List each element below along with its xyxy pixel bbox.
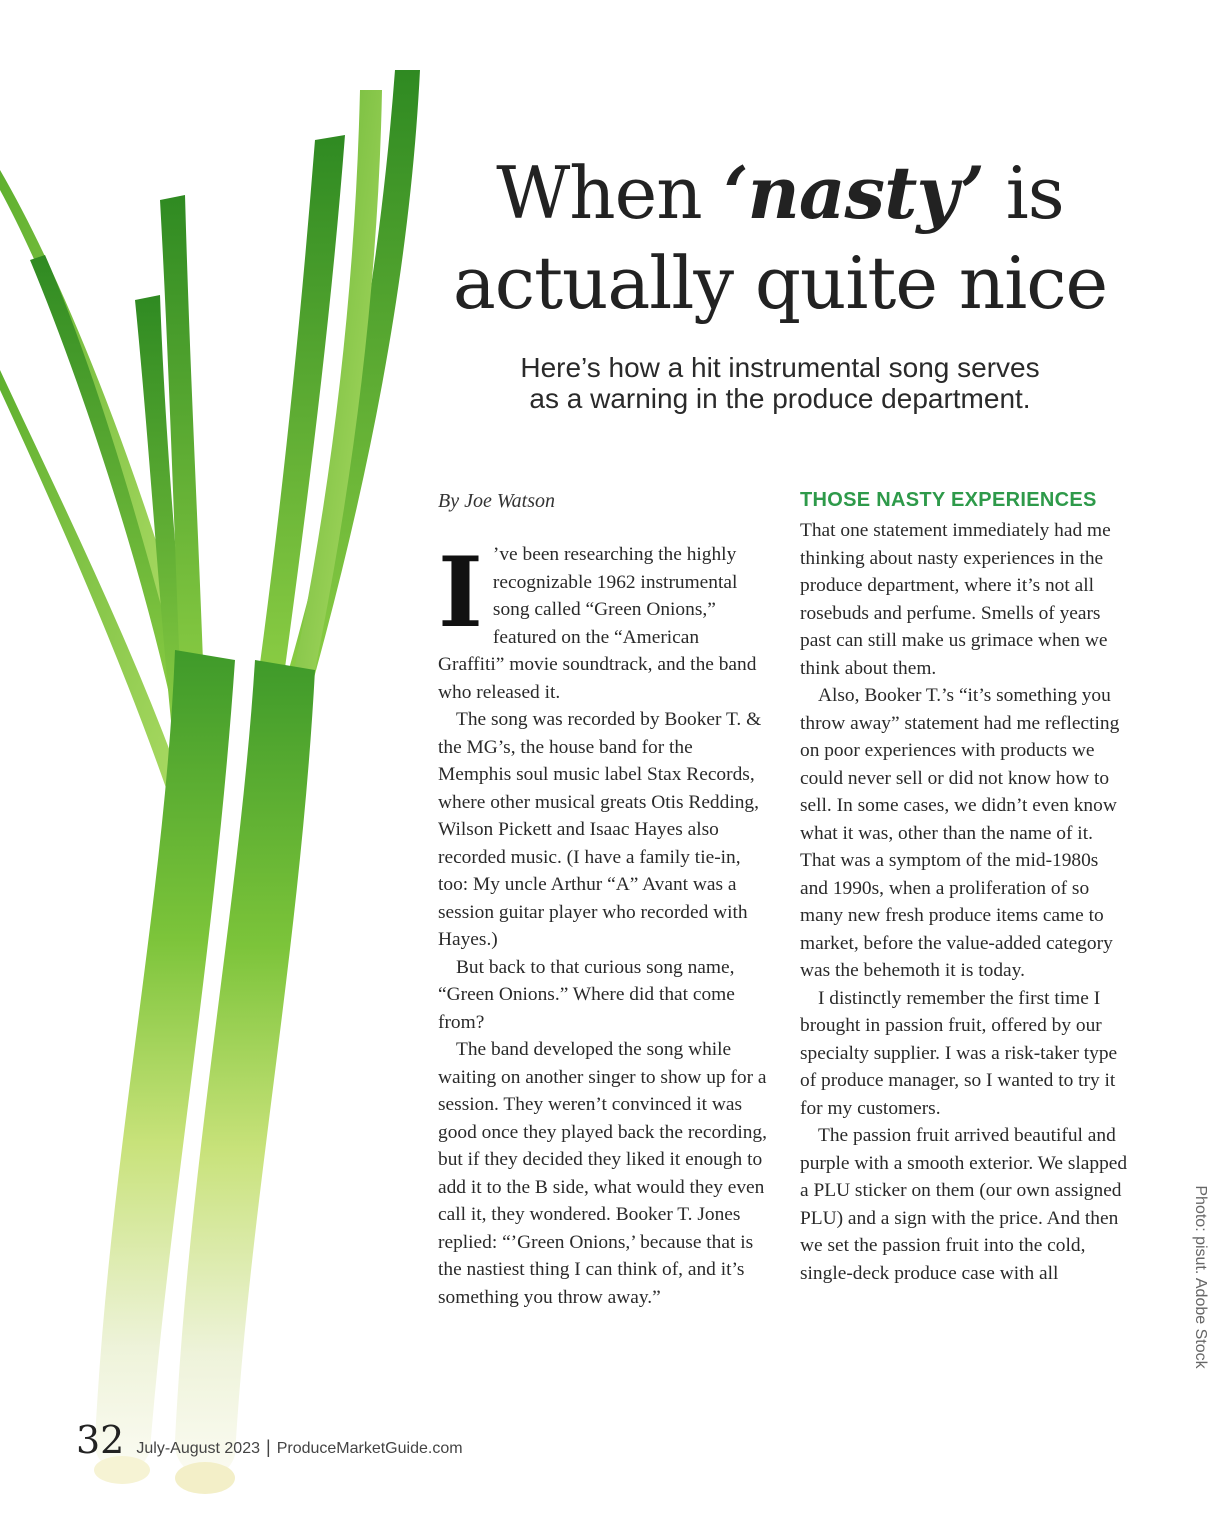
headline-part1: When — [496, 151, 724, 235]
headline-part2: is — [983, 151, 1064, 235]
right-column — [800, 517, 1128, 1287]
footer-separator: | — [266, 1437, 271, 1457]
green-onions-photo — [0, 0, 460, 1524]
headline-line2: actually quite nice — [452, 241, 1108, 325]
body-paragraph — [438, 536, 768, 706]
left-column — [438, 536, 768, 1311]
body-paragraph: The song was recorded by Booker T. & the MG’s, the house band for the Memphis soul music label Stax Records, where other musical greats Otis Redding, Wilson Pickett and Isaac Hayes also recorded music. (I have a family tie-in, too: My uncle Arthur “A” Avant was a session guitar player who recorded with Hayes.) — [438, 709, 762, 950]
body-paragraph: That one statement immediately had me thinking about nasty experiences in the produce department, where it’s not all rosebuds and perfume. Smells of years past can still make us grimace when we think about them. — [800, 520, 1111, 679]
subhead — [440, 352, 1120, 414]
body-paragraph: Also, Booker T.’s “it’s something you throw away” statement had me reflecting on poor experiences with products we could never sell or did not know how to sell. In some cases, we didn’t even know what it was, other than the name of it. That was a symptom of the mid-1980s and 1990s, when a proliferation of so many new fresh produce items came to market, before the value-added category was the behemoth it is today. — [800, 685, 1120, 981]
subhead-line2: as a warning in the produce department. — [529, 383, 1031, 414]
drop-cap: I — [438, 536, 483, 649]
paragraph-text: ’ve been researching the highly recognizable 1962 instrumental song called “Green Onions,” featured on the “American Graffiti” movie soundtrack, and the band who released it. — [438, 544, 757, 703]
issue-date: July-August 2023 — [136, 1440, 260, 1457]
body-paragraph: But back to that curious song name, “Green Onions.” Where did that come from? — [438, 956, 735, 1033]
page-number: 32 — [76, 1418, 125, 1462]
byline: By Joe Watson — [438, 490, 556, 512]
body-paragraph: The band developed the song while waiting on another singer to show up for a session. They weren’t convinced it was good once they played back the recording, but if they decided they liked it enough to add it to the B side, what would they even call it, they wondered. Booker T. Jones replied: “’Green Onions,’ because that is the nastiest thing I can think of, and it’s something you throw away.” — [438, 1039, 767, 1308]
website-link[interactable]: ProduceMarketGuide.com — [276, 1440, 463, 1457]
subhead-line1: Here’s how a hit instrumental song serves — [520, 352, 1040, 383]
body-paragraph: The passion fruit arrived beautiful and purple with a smooth exterior. We slapped a PLU sticker on them (our own assigned PLU) and a sign with the price. And then we set the passion fruit into the cold, single-deck produce case with all — [800, 1125, 1128, 1284]
section-heading: THOSE NASTY EXPERIENCES — [800, 489, 1097, 511]
headline-emphasis: ‘nasty’ — [723, 150, 984, 235]
headline — [440, 148, 1120, 328]
page-footer — [76, 1418, 463, 1462]
photo-credit: Photo: pisut. Adobe Stock — [1192, 1185, 1209, 1369]
body-paragraph: I distinctly remember the first time I brought in passion fruit, offered by our specialty supplier. I was a risk-taker type of produce manager, so I wanted to try it for my customers. — [800, 987, 1118, 1119]
